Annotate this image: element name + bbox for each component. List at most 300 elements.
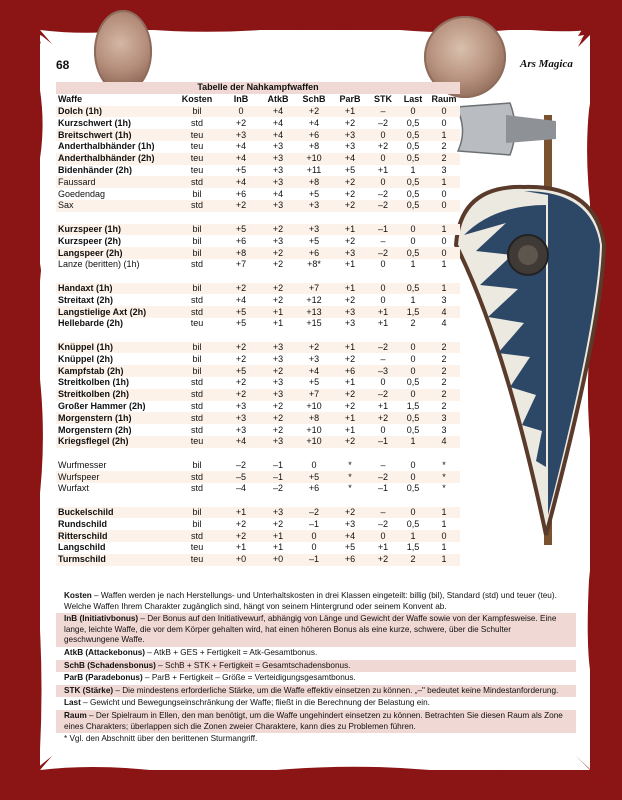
value-cell: teu [190,164,204,175]
value-cell: std [190,400,203,411]
table-row [56,554,460,566]
table-row [56,507,460,519]
weapon-name-cell [56,330,172,342]
value-cell: +4 [332,153,368,165]
value-cell: 1 [428,283,460,295]
legend-term: Kosten [64,591,92,600]
value-cell: +3 [344,141,356,152]
value-cell: 3 [428,412,460,424]
value-cell: bil [192,518,202,529]
value-cell: * [348,459,352,470]
value-cell: 0 [222,106,260,118]
weapon-name-cell [56,271,172,283]
table-row [56,495,460,507]
weapon-name-cell: Kampfstab (2h) [56,365,172,377]
value-cell: std [190,424,203,435]
value-cell [222,495,260,507]
column-header: Raum [431,94,457,105]
value-cell: +2 [222,200,260,212]
value-cell: 0 [441,235,447,246]
value-cell: +1 [332,224,368,236]
value-cell: +6 [332,554,368,566]
value-cell: +1 [344,259,356,270]
weapon-name-cell: Streitkolben (1h) [58,377,130,388]
value-cell: 0,5 [398,153,428,165]
table-row [56,353,460,365]
value-cell: – [380,353,386,364]
value-cell: +7 [235,259,247,270]
value-cell: std [172,200,222,212]
value-cell: 1 [441,518,447,529]
value-cell: 2 [441,141,447,152]
value-cell: +3 [296,200,332,212]
table-header-row [56,94,460,106]
value-cell [398,212,428,224]
value-cell: 0 [296,530,332,542]
value-cell: 0,5 [398,412,428,424]
value-cell: –2 [368,342,398,354]
value-cell: * [442,483,446,494]
value-cell: 0,5 [398,283,428,295]
legend-text: – ParB + Fertigkeit – Größe = Verteidigungsgesamtbonus. [142,673,356,683]
table-row [56,235,460,247]
value-cell: +8 [222,247,260,259]
value-cell: +3 [332,306,368,318]
value-cell [368,330,398,342]
weapon-name-cell: Streitkolben (2h) [56,389,172,401]
value-cell: +2 [377,141,389,152]
value-cell: 0 [428,247,460,259]
value-cell: +2 [222,530,260,542]
book-title: Ars Magica [520,58,573,70]
value-cell [332,448,368,460]
table-row [56,471,460,483]
value-cell [332,271,368,283]
value-cell: 2 [428,365,460,377]
value-cell: teu [172,153,222,165]
value-cell: 0 [368,176,398,188]
value-cell: * [442,459,446,470]
legend-term: SchB (Schadensbonus) [64,660,156,670]
value-cell: +10 [296,436,332,448]
table-row [56,153,460,165]
value-cell: 2 [428,389,460,401]
value-cell: 0 [311,542,317,553]
value-cell: –1 [260,471,296,483]
value-cell: +4 [235,294,247,305]
weapon-name-cell: Dolch (1h) [56,106,172,118]
value-cell: +6 [296,129,332,141]
value-cell [296,271,332,283]
value-cell: 0,5 [406,483,420,494]
table-row [56,294,460,306]
value-cell [428,448,460,460]
value-cell: – [380,235,386,246]
value-cell: std [190,294,203,305]
value-cell: 0 [368,530,398,542]
value-cell: 0 [368,129,398,141]
value-cell: +1 [222,507,260,519]
value-cell: +5 [235,318,247,329]
value-cell: +4 [296,365,332,377]
legend-term: ParB (Paradebonus) [64,673,143,683]
value-cell [332,330,368,342]
value-cell: +8 [296,176,332,188]
value-cell: 0 [398,365,428,377]
value-cell: 1 [428,129,460,141]
value-cell: –1 [308,518,319,529]
value-cell: +1 [377,542,389,553]
value-cell [332,212,368,224]
value-cell: +3 [260,176,296,188]
table-row [56,247,460,259]
value-cell [296,330,332,342]
legend-text: – SchB + STK + Fertigkeit = Gesamtschadensbonus. [155,660,351,670]
legend-text: * Vgl. den Abschnitt über den berittenen Sturmangriff. [64,734,258,744]
value-cell: +3 [235,424,247,435]
value-cell: +2 [272,400,284,411]
value-cell: 2 [398,554,428,566]
value-cell: +2 [222,389,260,401]
value-cell: 1,5 [398,306,428,318]
value-cell: teu [172,129,222,141]
table-row [56,271,460,283]
value-cell [398,495,428,507]
value-cell: 3 [441,164,447,175]
weapon-name-cell: Wurfspeer [56,471,172,483]
table-row [56,318,460,330]
value-cell: –2 [377,188,388,199]
value-cell: – [368,507,398,519]
value-cell: –2 [368,247,398,259]
legend-note [56,697,576,710]
value-cell: +5 [222,306,260,318]
legend-note [56,613,576,647]
table-row [56,330,460,342]
value-cell: 0,5 [406,424,420,435]
weapon-name-cell [56,495,172,507]
value-cell: – [368,106,398,118]
value-cell: bil [172,507,222,519]
value-cell: 1 [398,436,428,448]
value-cell: +2 [260,283,296,295]
value-cell: +3 [260,153,296,165]
value-cell [222,212,260,224]
value-cell: 2 [428,342,460,354]
page-number: 68 [56,58,70,72]
weapon-name-cell: Goedendag [58,188,106,199]
value-cell: +3 [272,353,284,364]
value-cell: +5 [296,471,332,483]
value-cell: +1 [344,424,356,435]
weapon-name-cell: Handaxt (1h) [56,283,172,295]
value-cell: +5 [308,235,320,246]
weapon-name-cell: Lanze (beritten) (1h) [58,259,140,270]
value-cell: +5 [308,377,320,388]
value-cell: –2 [377,117,388,128]
value-cell: +2 [344,188,356,199]
legend-note [56,685,576,698]
value-cell: 0,5 [406,377,420,388]
value-cell: 1 [428,176,460,188]
value-cell: –1 [368,436,398,448]
kite-shield-and-axe-illustration [446,95,606,555]
table-row [56,412,460,424]
value-cell: +3 [222,412,260,424]
legend-note [56,710,576,733]
weapon-name-cell: Langschild [58,542,106,553]
value-cell [368,212,398,224]
value-cell: +15 [306,318,322,329]
value-cell: –5 [222,471,260,483]
value-cell: +2 [344,353,356,364]
weapon-name-cell: Sax [56,200,172,212]
value-cell [222,330,260,342]
value-cell: 1 [428,224,460,236]
value-cell: std [190,117,203,128]
value-cell: 0,5 [398,247,428,259]
value-cell: +6 [235,235,247,246]
value-cell: +7 [296,283,332,295]
value-cell: bil [172,342,222,354]
value-cell: 1 [441,259,447,270]
value-cell: bil [172,283,222,295]
table-row [56,129,460,141]
weapon-name-cell: Hellebarde (2h) [58,318,124,329]
value-cell [172,448,222,460]
value-cell: 0,5 [406,188,420,199]
value-cell: +2 [260,365,296,377]
value-cell: +2 [344,235,356,246]
value-cell: bil [192,459,202,470]
weapon-name-cell: Morgenstern (2h) [58,424,132,435]
value-cell: bil [172,224,222,236]
weapon-name-cell: Breitschwert (1h) [56,129,172,141]
value-cell: +2 [272,424,284,435]
table-row [56,448,460,460]
value-cell: std [172,530,222,542]
value-cell: std [172,176,222,188]
value-cell: +4 [222,153,260,165]
column-header: Waffe [58,94,83,105]
value-cell: 0 [311,459,317,470]
value-cell: 0 [398,342,428,354]
value-cell: 0,5 [406,117,420,128]
value-cell [398,271,428,283]
legend-text: – Gewicht und Bewegungseinschränkung der Waffe; fließt in die Berechnung der Belastung ein. [80,698,430,708]
value-cell: std [190,483,203,494]
value-cell: +0 [260,554,296,566]
column-header: InB [233,94,249,105]
value-cell: +1 [272,318,284,329]
value-cell: 0 [428,106,460,118]
value-cell: teu [190,318,204,329]
value-cell [428,271,460,283]
value-cell: 0 [428,200,460,212]
value-cell: 0 [398,224,428,236]
value-cell: +8* [307,259,321,270]
table-legend-notes [56,590,576,746]
value-cell: 0,5 [406,141,420,152]
value-cell: +2 [222,283,260,295]
value-cell: +2 [344,400,356,411]
value-cell: * [332,471,368,483]
value-cell: +8 [308,141,320,152]
value-cell: 0,5 [398,200,428,212]
value-cell: 1 [428,507,460,519]
value-cell: +2 [332,389,368,401]
value-cell: 2 [441,353,447,364]
table-row [56,518,460,530]
value-cell: 0 [398,471,428,483]
value-cell: +2 [235,518,247,529]
value-cell: +5 [344,164,356,175]
value-cell: 0 [428,530,460,542]
value-cell: +7 [296,389,332,401]
value-cell: +2 [332,436,368,448]
value-cell: 0 [380,377,386,388]
value-cell [260,495,296,507]
table-caption: Tabelle der Nahkampfwaffen [56,82,460,94]
value-cell: +1 [332,106,368,118]
table-row [56,117,460,129]
value-cell: 1,5 [406,400,420,411]
weapon-name-cell: Bidenhänder (2h) [58,164,133,175]
value-cell: –1 [296,554,332,566]
value-cell: +2 [344,294,356,305]
weapon-name-cell: Langstielige Axt (2h) [56,306,172,318]
value-cell [368,495,398,507]
weapon-name-cell: Rundschild [58,518,107,529]
legend-note [56,672,576,685]
value-cell: 0 [380,424,386,435]
value-cell: +2 [296,106,332,118]
value-cell [428,495,460,507]
value-cell: std [190,377,203,388]
weapon-name-cell: Kurzschwert (1h) [58,117,132,128]
value-cell: teu [190,141,204,152]
value-cell: +8 [296,412,332,424]
value-cell: bil [192,188,202,199]
value-cell [260,271,296,283]
value-cell: +1 [368,306,398,318]
value-cell: +4 [332,530,368,542]
value-cell: –1 [272,459,283,470]
value-cell: 4 [428,436,460,448]
weapon-name-cell: Morgenstern (1h) [56,412,172,424]
value-cell: 0 [368,283,398,295]
value-cell [260,212,296,224]
value-cell: +3 [260,200,296,212]
value-cell [296,495,332,507]
legend-note [56,660,576,673]
value-cell: std [172,389,222,401]
table-row [56,224,460,236]
legend-text: – Waffen werden je nach Herstellungs- und Unterhaltskosten in drei Klassen eingeteilt: billig (bil), Standard (std) und teuer (teu). Welche Waffen Ihrem Charakter zugänglich sind, hängt von seinem Hintergrund oder seinem Konvent ab. [64,591,557,611]
value-cell: std [172,412,222,424]
value-cell [368,271,398,283]
value-cell: std [172,471,222,483]
table-row [56,342,460,354]
value-cell: +4 [260,129,296,141]
value-cell: +6 [308,483,320,494]
value-cell: 3 [441,294,447,305]
value-cell: +3 [344,518,356,529]
value-cell [260,330,296,342]
value-cell: –2 [377,518,388,529]
value-cell: 2 [410,318,416,329]
legend-text: – Der Bonus auf den Initiativewurf, abhängig von Länge und Gewicht der Waffe sowie von der Kampfesweise. Eine lange, leichte Waffe, die vor dem Körper gehalten wird, hat einen höheren Bonus als eine kurze, schwere, über die Schulter geschwungene Waffe. [64,614,557,645]
value-cell: +2 [260,247,296,259]
value-cell: +5 [222,224,260,236]
value-cell [172,271,222,283]
table-row [56,401,460,413]
value-cell: +2 [235,117,247,128]
value-cell: 1 [428,554,460,566]
value-cell: 2 [428,153,460,165]
weapon-name-cell: Wurfmesser [58,459,107,470]
value-cell: +6 [235,188,247,199]
value-cell: +1 [272,542,284,553]
value-cell [428,330,460,342]
weapon-name-cell: Kurzspeer (2h) [58,235,122,246]
value-cell: teu [172,554,222,566]
value-cell: +3 [272,164,284,175]
value-cell: +1 [377,164,389,175]
value-cell: teu [172,436,222,448]
value-cell: –2 [368,471,398,483]
column-header: STK [374,94,392,105]
value-cell: 0 [380,259,386,270]
value-cell: +4 [222,176,260,188]
value-cell [172,495,222,507]
value-cell: +1 [332,412,368,424]
value-cell: 0 [368,153,398,165]
weapon-name-cell: Buckelschild [56,507,172,519]
table-row [56,460,460,472]
value-cell: +2 [332,200,368,212]
weapon-name-cell: Turmschild [56,554,172,566]
value-cell: +2 [272,294,284,305]
value-cell: +2 [344,117,356,128]
table-row [56,165,460,177]
value-cell [398,330,428,342]
value-cell: –1 [377,483,388,494]
value-cell [368,448,398,460]
melee-weapons-table [56,82,460,566]
value-cell: +3 [260,507,296,519]
value-cell: 1 [410,259,416,270]
value-cell: +5 [308,188,320,199]
value-cell: –2 [368,200,398,212]
table-row [56,424,460,436]
value-cell: +3 [260,342,296,354]
value-cell: std [190,259,203,270]
value-cell: 0 [410,235,416,246]
value-cell: +0 [222,554,260,566]
table-row [56,259,460,271]
value-cell: 1,5 [406,542,420,553]
value-cell: –1 [368,224,398,236]
value-cell: +2 [296,342,332,354]
value-cell: –2 [296,507,332,519]
value-cell: 0 [410,353,416,364]
value-cell: +1 [377,400,389,411]
column-header: ParB [339,94,361,105]
value-cell: +1 [377,318,389,329]
weapon-name-cell: Anderthalbhänder (1h) [58,141,155,152]
value-cell: 0 [398,389,428,401]
